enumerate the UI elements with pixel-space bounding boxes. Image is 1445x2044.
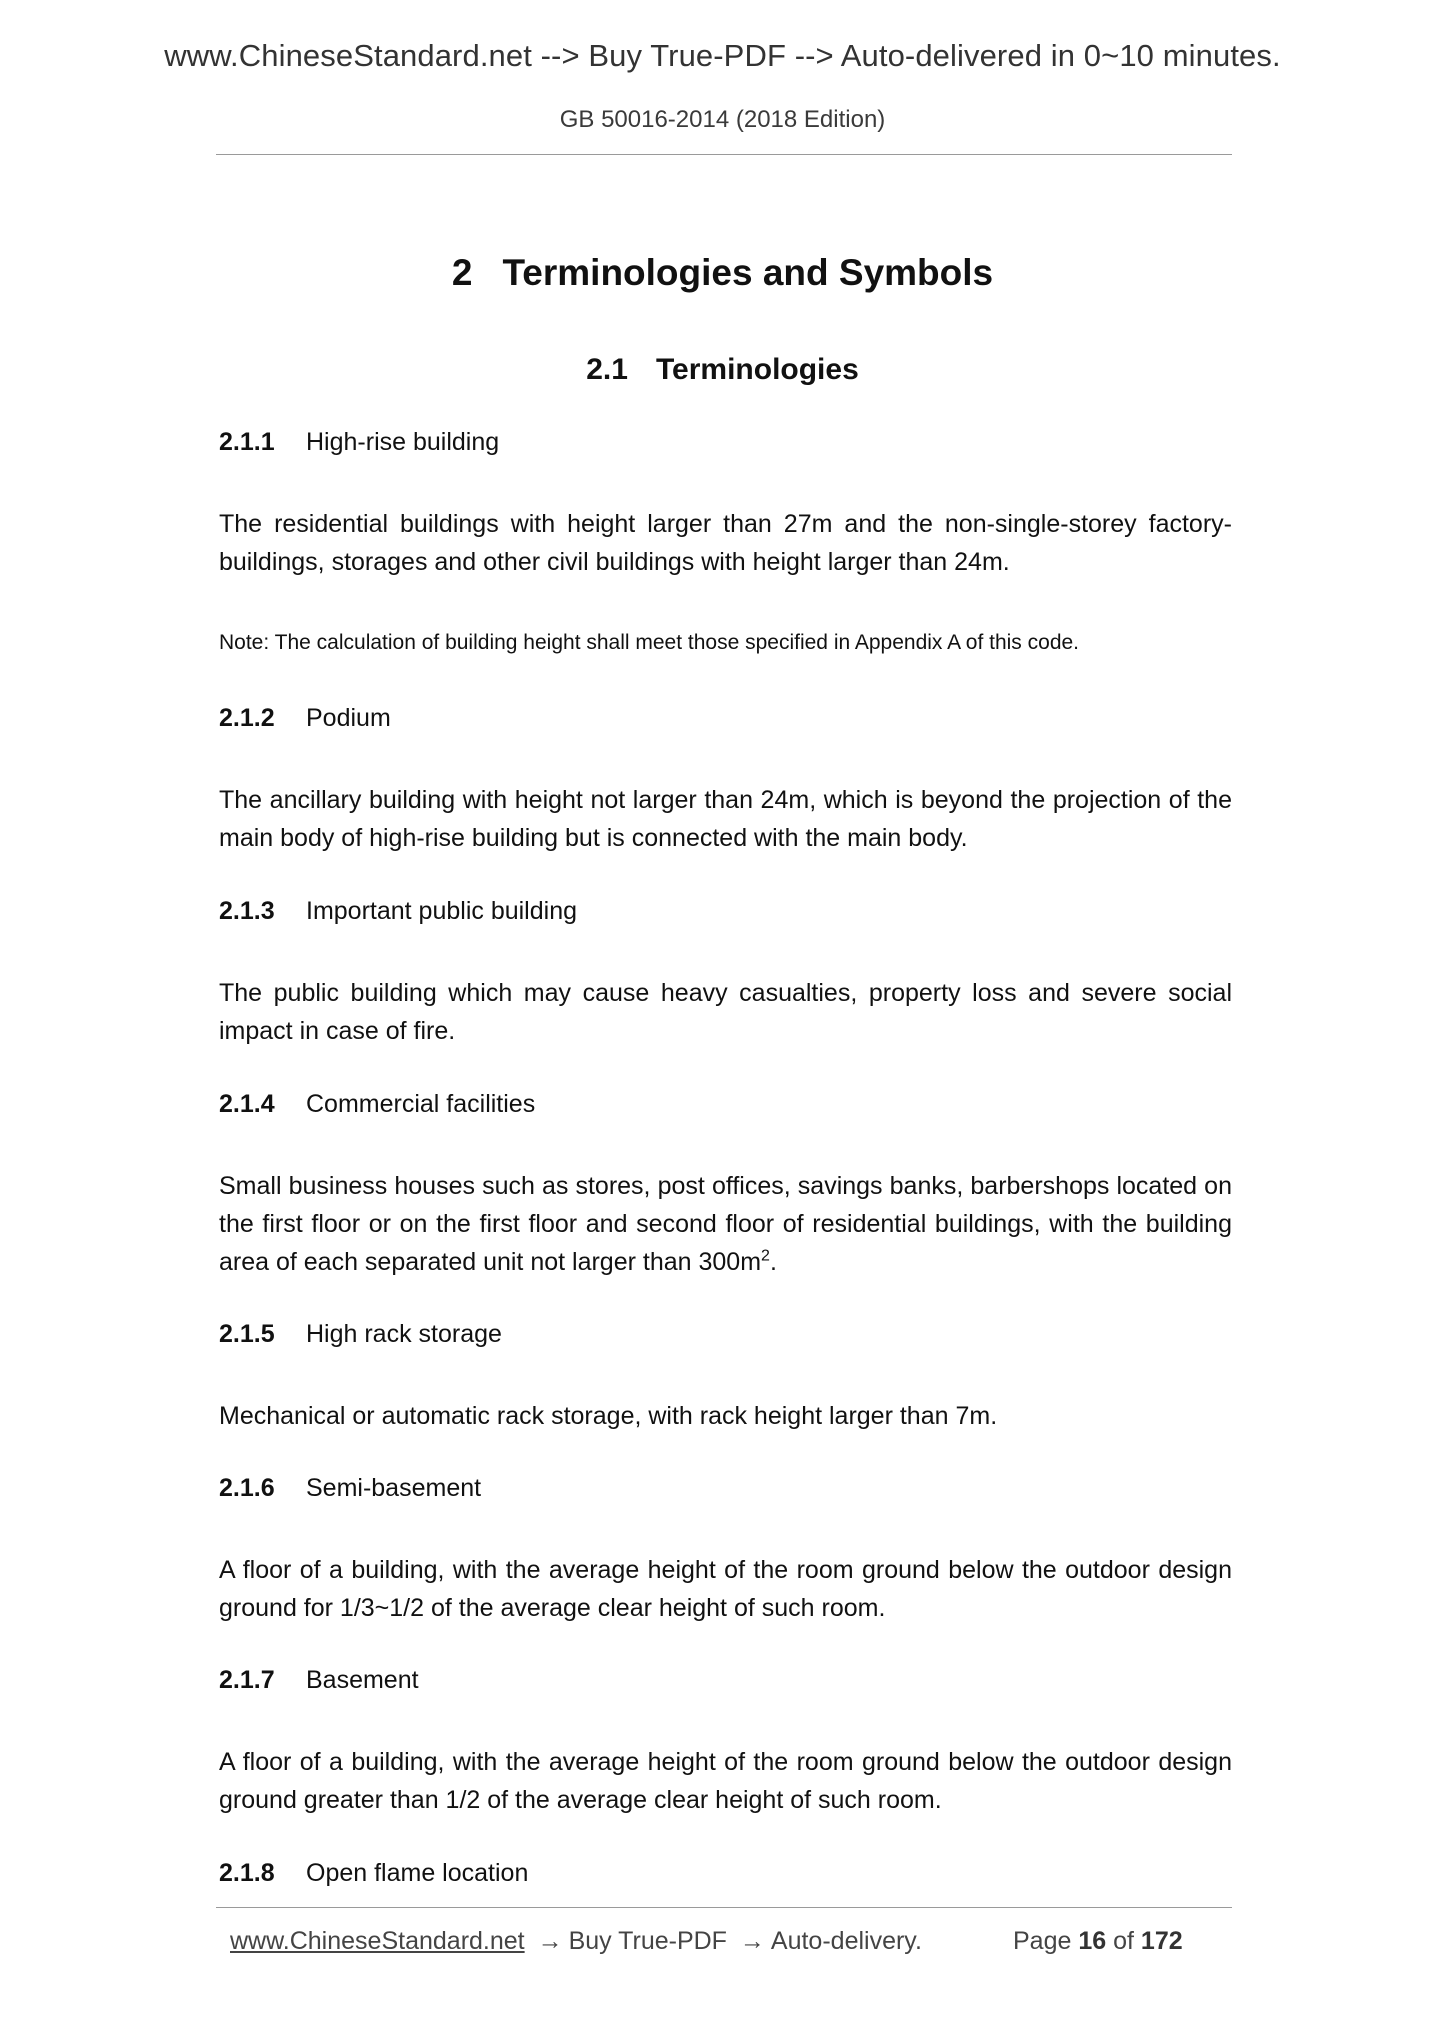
term-heading [219, 428, 499, 457]
term-number: 2.1.6 [219, 1474, 275, 1502]
top-banner: www.ChineseStandard.net --> Buy True-PDF --> Auto-delivered in 0~10 minutes. [164, 38, 1281, 73]
term-title: High rack storage [306, 1320, 502, 1348]
chapter-number: 2 [451, 252, 473, 293]
term-title: Important public building [306, 897, 577, 925]
term-title: Podium [306, 704, 391, 732]
term-title: Open flame location [306, 1859, 529, 1887]
page-total: 172 [1140, 1927, 1183, 1955]
term-definition-text: Small business houses such as stores, post offices, savings banks, barbershops located on the first floor or on the first floor and second floor of residential buildings, with the building area of each separated unit not larger than 300m [219, 1172, 1232, 1276]
term-note: Note: The calculation of building height shall meet those specified in Appendix A of this code. [219, 631, 1080, 654]
page-indicator [1013, 1927, 1183, 1956]
term-number: 2.1.7 [219, 1666, 275, 1694]
term-definition: Mechanical or automatic rack storage, with rack height larger than 7m. [219, 1402, 998, 1430]
term-definition: The public building which may cause heavy casualties, property loss and severe social impact in case of fire. [219, 979, 1232, 1045]
section-number: 2.1 [586, 353, 628, 386]
term-heading [219, 1320, 502, 1349]
term-number: 2.1.1 [219, 428, 275, 456]
term-title: Basement [306, 1666, 419, 1694]
term-heading [219, 1859, 528, 1888]
term-definition: A floor of a building, with the average height of the room ground below the outdoor design ground for 1/3~1/2 of the average clear height of such room. [219, 1556, 1232, 1622]
term-number: 2.1.5 [219, 1320, 275, 1348]
standard-edition: GB 50016-2014 (2018 Edition) [559, 106, 886, 133]
term-definition: The residential buildings with height larger than 27m and the non-single-storey factory-buildings, storages and other civil buildings with height larger than 24m. [219, 510, 1232, 576]
term-title: Commercial facilities [306, 1090, 536, 1118]
term-definition: A floor of a building, with the average height of the room ground below the outdoor design ground greater than 1/2 of the average clear height of such room. [219, 1748, 1232, 1814]
term-number: 2.1.3 [219, 897, 275, 925]
page-current: 16 [1078, 1927, 1107, 1955]
term-number: 2.1.4 [219, 1090, 275, 1118]
term-definition [219, 1167, 1232, 1281]
footer-buy-text: Buy True-PDF [568, 1927, 727, 1955]
chapter-title [0, 252, 1445, 294]
term-heading [219, 1090, 535, 1119]
footer-site-link[interactable]: www.ChineseStandard.net [230, 1927, 525, 1955]
term-title: High-rise building [306, 428, 500, 456]
page-label: Page [1013, 1927, 1072, 1955]
section-title [0, 353, 1445, 387]
chapter-title-text: Terminologies and Symbols [502, 252, 994, 293]
header-divider [216, 154, 1232, 155]
term-heading [219, 1666, 419, 1695]
term-heading [219, 897, 577, 926]
term-heading [219, 704, 391, 733]
term-definition: The ancillary building with height not larger than 24m, which is beyond the projection of the main body of high-rise building but is connected with the main body. [219, 786, 1232, 852]
term-definition-end: . [769, 1248, 777, 1276]
footer [230, 1927, 1230, 1956]
superscript: 2 [761, 1247, 770, 1265]
term-title: Semi-basement [306, 1474, 482, 1502]
term-heading [219, 1474, 481, 1503]
term-number: 2.1.8 [219, 1859, 275, 1887]
arrow-right-icon: → [739, 1927, 765, 1955]
page-of: of [1113, 1927, 1134, 1955]
footer-delivery-text: Auto-delivery. [770, 1927, 922, 1955]
term-number: 2.1.2 [219, 704, 275, 732]
section-title-text: Terminologies [655, 353, 859, 386]
footer-divider [216, 1907, 1232, 1908]
arrow-right-icon: → [537, 1927, 563, 1955]
